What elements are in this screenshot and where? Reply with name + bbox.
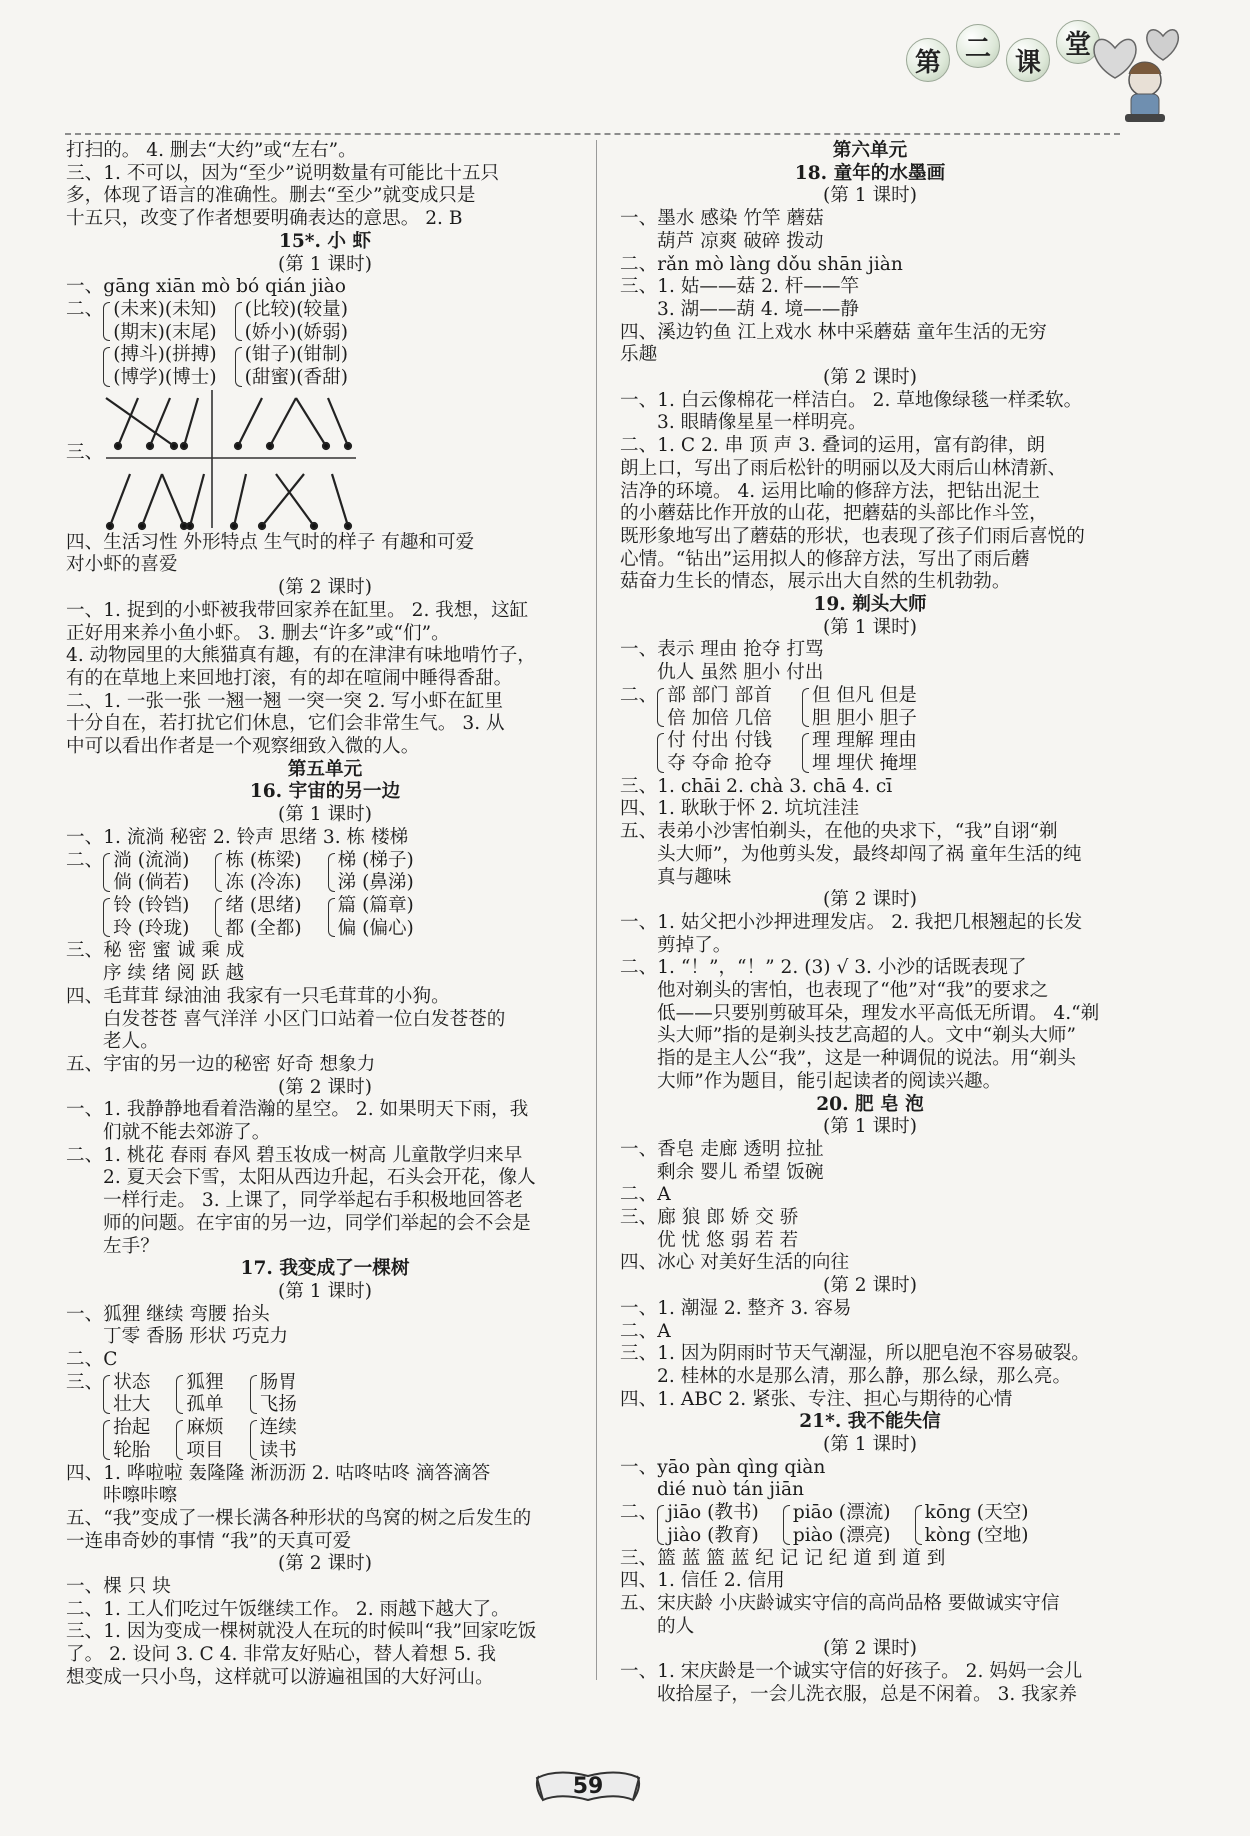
text-line: 指的是主人公“我”，这是一种调侃的说法。用“剃头: [657, 1048, 1076, 1070]
lesson-period: (第 1 课时): [823, 616, 917, 638]
text-line: 二、1. “！”，“！” 2. (3) √ 3. 小沙的话既表现了: [620, 957, 1027, 979]
text-line: 仇人 虽然 胆小 付出: [657, 662, 824, 684]
word-pair: 部 部门 部首 倍 加倍 几倍: [657, 685, 772, 730]
text-line: 四、溪边钓鱼 江上戏水 林中采蘑菇 童年生活的无穷: [620, 321, 1047, 343]
word-pair: 淌 (流淌) 倘 (倘若): [103, 850, 189, 895]
text-line: 4. 动物园里的大熊猫真有趣，有的在津津有味地啃竹子，: [66, 645, 536, 667]
text-line: 有的在草地上来回地打滚，有的却在喧闹中睡得香甜。: [66, 667, 513, 689]
text-line: 二、rǎn mò làng dǒu shān jiàn: [620, 253, 903, 275]
header-divider: [65, 133, 1120, 135]
unit-title: 第六单元: [832, 140, 908, 161]
lesson-period: (第 2 课时): [823, 889, 917, 911]
lesson-period: (第 1 课时): [823, 185, 917, 207]
word-pair: 麻烦 项目: [176, 1417, 223, 1462]
text-line: 二、1. C 2. 串 顶 声 3. 叠词的运用，富有韵律，朗: [620, 435, 1045, 457]
text-line: 三、1. 姑——菇 2. 杆——竿: [620, 276, 860, 298]
text-line: 二、1. 一张一张 一翘一翘 一突一突 2. 写小虾在缸里: [66, 690, 503, 712]
question-marker: 二、: [66, 298, 104, 320]
text-line: 低——只要别剪破耳朵，理发水平高低无所谓。 4.“剃: [657, 1002, 1100, 1024]
text-line: 一、狐狸 继续 弯腰 抬头: [66, 1303, 270, 1325]
brace-block: [103, 1372, 297, 1463]
text-line: 序 续 绪 阅 跃 越: [103, 963, 245, 985]
question-marker: 二、: [620, 684, 658, 706]
text-line: 四、毛茸茸 绿油油 我家有一只毛茸茸的小狗。: [66, 985, 450, 1007]
text-line: 优 忧 悠 弱 若 若: [657, 1229, 799, 1251]
brace-group: [66, 299, 584, 390]
brace-block: [103, 299, 348, 390]
matching-diagram: [66, 390, 584, 532]
text-line: 一、1. 潮湿 2. 整齐 3. 容易: [620, 1297, 852, 1319]
word-pair: 付 付出 付钱 夺 夺命 抢夺: [657, 730, 772, 775]
lesson-title: 17. 我变成了一棵树: [240, 1258, 410, 1280]
text-line: 五、宋庆龄 小庆龄诚实守信的高尚品格 要做诚实守信: [620, 1593, 1060, 1614]
text-line: 一、棵 只 块: [66, 1576, 171, 1598]
text-line: 一、香皂 走廊 透明 拉扯: [620, 1138, 824, 1160]
word-pair: 狐狸 孤单: [176, 1372, 223, 1417]
text-line: 对小虾的喜爱: [66, 554, 178, 576]
text-line: 一、墨水 感染 竹竿 蘑菇: [620, 208, 824, 230]
text-line: 十分自在，若打扰它们休息，它们会非常生气。 3. 从: [66, 713, 505, 735]
lesson-period: (第 2 课时): [823, 367, 917, 389]
text-line: 三、廊 狼 郎 娇 交 骄: [620, 1207, 799, 1229]
brace-block: [657, 1502, 1028, 1547]
brand-logo: [906, 29, 1100, 82]
right-column: [620, 140, 1120, 1707]
text-line: 二、A: [620, 1184, 671, 1206]
lesson-title: 20. 肥 皂 泡: [816, 1093, 924, 1115]
text-line: dié nuò tán jiān: [657, 1479, 805, 1501]
lesson-period: (第 2 课时): [823, 1275, 917, 1297]
text-line: 三、秘 密 蜜 诚 乘 成: [66, 940, 245, 962]
text-line: 多，体现了语言的准确性。删去“至少”就变成只是: [66, 185, 476, 207]
text-line: 既形象地写出了蘑菇的形状，也表现了孩子们雨后喜悦的: [620, 525, 1085, 547]
brand-char: 堂: [1056, 20, 1100, 64]
lesson-period: (第 2 课时): [278, 1076, 372, 1098]
text-line: 一、1. 流淌 秘密 2. 铃声 思绪 3. 栋 楼梯: [66, 826, 409, 848]
text-line: 中可以看出作者是一个观察细致入微的人。: [66, 736, 420, 758]
lesson-period: (第 1 课时): [278, 804, 372, 826]
brace-group: [66, 850, 584, 941]
brace-block: [657, 685, 917, 776]
text-line: 一、yāo pàn qìng qiàn: [620, 1456, 826, 1478]
text-line: 想变成一只小鸟，这样就可以游遍祖国的大好河山。: [66, 1666, 494, 1688]
lesson-title: 19. 剃头大师: [813, 594, 927, 616]
text-line: 朗上口，写出了雨后松针的明丽以及大雨后山林清新、: [620, 457, 1067, 479]
page-header: [0, 0, 1250, 140]
text-line: 剪掉了。: [657, 934, 732, 956]
word-pair: 篇 (篇章) 偏 (偏心): [328, 895, 414, 940]
lesson-period: (第 2 课时): [823, 1638, 917, 1660]
text-line: 四、1. 耿耿于怀 2. 坑坑洼洼: [620, 798, 860, 820]
text-line: 十五只，改变了作者想要明确表达的意思。 2. B: [66, 208, 463, 230]
text-line: 一、1. 白云像棉花一样洁白。 2. 草地像绿毯一样柔软。: [620, 389, 1083, 411]
text-line: 洁净的环境。 4. 运用比喻的修辞方法，把钻出泥土: [620, 480, 1041, 502]
word-pair: 栋 (栋梁) 冻 (冷冻): [215, 850, 301, 895]
text-line: 老人。: [103, 1031, 159, 1053]
text-line: 一、1. 我静静地看着浩瀚的星空。 2. 如果明天下雨，我: [66, 1099, 529, 1121]
question-marker: 二、: [620, 1502, 658, 1524]
text-line: 三、1. 因为变成一棵树就没人在玩的时候叫“我”回家吃饭: [66, 1621, 537, 1643]
lesson-period: (第 2 课时): [278, 577, 372, 599]
text-line: 五、宇宙的另一边的秘密 好奇 想象力: [66, 1053, 376, 1075]
word-pair: (比较)(较量) (娇小)(娇弱): [235, 299, 348, 344]
text-line: 三、1. 不可以，因为“至少”说明数量有可能比十五只: [66, 162, 500, 184]
word-pair: 梯 (梯子) 涕 (鼻涕): [328, 850, 414, 895]
text-line: 四、生活习性 外形特点 生气时的样子 有趣和可爱: [66, 531, 475, 553]
column-divider: [596, 140, 597, 1680]
text-line: 左手？: [103, 1235, 159, 1257]
text-line: 3. 眼睛像星星一样明亮。: [657, 412, 867, 434]
text-line: 白发苍苍 喜气洋洋 小区门口站着一位白发苍苍的: [103, 1008, 506, 1030]
page-number-banner: [533, 1766, 643, 1806]
text-line: 大师”作为题目，能引起读者的阅读兴趣。: [657, 1070, 1002, 1092]
text-line: 的人: [657, 1615, 695, 1637]
lesson-period: (第 1 课时): [823, 1434, 917, 1456]
text-line: 二、1. 桃花 春雨 春风 碧玉妆成一树高 儿童散学归来早: [66, 1144, 523, 1166]
lesson-title: 18. 童年的水墨画: [794, 162, 946, 184]
text-line: 菇奋力生长的情态，展示出大自然的生机勃勃。: [620, 571, 1011, 593]
word-pair: (钳子)(钳制) (甜蜜)(香甜): [235, 344, 348, 389]
page-number: 59: [572, 1773, 604, 1799]
text-line: 四、冰心 对美好生活的向往: [620, 1252, 850, 1274]
text-line: 一、表示 理由 抢夺 打骂: [620, 639, 824, 661]
text-line: 三、1. 因为阴雨时节天气潮湿，所以肥皂泡不容易破裂。: [620, 1343, 1090, 1365]
lesson-period: (第 2 课时): [278, 1553, 372, 1575]
mascot-icon: [1085, 18, 1195, 128]
brace-group: [66, 1372, 584, 1463]
question-marker: 二、: [66, 849, 104, 871]
text-line: 四、1. ABC 2. 紧张、专注、担心与期待的心情: [620, 1388, 1013, 1410]
left-column: [66, 140, 584, 1690]
word-pair: 肠胃 飞扬: [250, 1372, 297, 1417]
word-pair: 抬起 轮胎: [103, 1417, 150, 1462]
text-line: 咔嚓咔嚓: [103, 1485, 178, 1507]
question-marker: 三、: [66, 441, 104, 463]
word-pair: 状态 壮大: [103, 1372, 150, 1417]
unit-title: 第五单元: [287, 758, 363, 780]
text-line: 他对剃头的害怕，也表现了“他”对“我”的要求之: [657, 980, 1049, 1002]
word-pair: 连续 读书: [250, 1417, 297, 1462]
matching-lines: [66, 390, 584, 532]
text-line: 们就不能去郊游了。: [103, 1122, 271, 1144]
text-line: 二、1. 工人们吃过午饭继续工作。 2. 雨越下越大了。: [66, 1598, 510, 1620]
word-pair: 绪 (思绪) 都 (全都): [215, 895, 301, 940]
text-line: 丁零 香肠 形状 巧克力: [103, 1326, 289, 1348]
text-line: 二、C: [66, 1349, 118, 1371]
lesson-period: (第 1 课时): [278, 253, 372, 275]
brace-group: [620, 685, 1120, 776]
lesson-period: (第 1 课时): [823, 1116, 917, 1138]
lesson-title: 16. 宇宙的另一边: [249, 781, 401, 803]
text-line: 四、1. 哗啦啦 轰隆隆 淅沥沥 2. 咕咚咕咚 滴答滴答: [66, 1462, 491, 1484]
text-line: 二、A: [620, 1320, 671, 1342]
text-line: 头大师”指的是剃头技艺高超的人。文中“剃头大师”: [657, 1025, 1076, 1047]
brand-char: 二: [956, 24, 1000, 68]
word-pair: piāo (漂流) piào (漂亮): [783, 1502, 891, 1547]
text-line: 头大师”，为他剪头发，最终却闯了祸 童年生活的纯: [657, 843, 1082, 865]
text-line: 打扫的。 4. 删去“大约”或“左右”。: [66, 140, 357, 161]
text-line: 真与趣味: [657, 866, 732, 888]
lesson-title: 15*. 小 虾: [278, 230, 372, 252]
text-line: 一、1. 宋庆龄是一个诚实守信的好孩子。 2. 妈妈一会儿: [620, 1661, 1083, 1683]
text-line: 四、1. 信任 2. 信用: [620, 1570, 785, 1592]
text-line: 三、1. chāi 2. chà 3. chā 4. cī: [620, 775, 893, 797]
word-pair: (搏斗)(拼搏) (博学)(博士): [103, 344, 216, 389]
text-line: 师的问题。在宇宙的另一边，同学们举起的会不会是: [103, 1212, 531, 1234]
lesson-period: (第 1 课时): [278, 1280, 372, 1302]
text-line: 3. 湖——葫 4. 境——静: [657, 298, 859, 320]
brand-char: 课: [1006, 38, 1050, 82]
text-line: 2. 桂林的水是那么清，那么静，那么绿，那么亮。: [657, 1365, 1072, 1387]
word-pair: 铃 (铃铛) 玲 (玲珑): [103, 895, 189, 940]
text-line: 剩余 婴儿 希望 饭碗: [657, 1161, 824, 1183]
word-pair: 但 但凡 但是 胆 胆小 胆子: [802, 685, 917, 730]
brace-group: [620, 1502, 1120, 1547]
word-pair: 理 理解 理由 埋 埋伏 掩埋: [802, 730, 917, 775]
text-line: 一样行走。 3. 上课了，同学举起右手积极地回答老: [103, 1190, 524, 1212]
word-pair: kōng (天空) kòng (空地): [915, 1502, 1029, 1547]
text-line: 心情。“钻出”运用拟人的修辞方法，写出了雨后蘑: [620, 548, 1030, 570]
text-line: 五、表弟小沙害怕剃头，在他的央求下，“我”自诩“剃: [620, 821, 1058, 843]
text-line: 一、gāng xiān mò bó qián jiào: [66, 276, 346, 298]
question-marker: 三、: [66, 1371, 104, 1393]
text-line: 收拾屋子，一会儿洗衣服，总是不闲着。 3. 我家养: [657, 1683, 1078, 1705]
text-line: 葫芦 凉爽 破碎 拨动: [657, 230, 824, 252]
brace-block: [103, 850, 414, 941]
word-pair: (未来)(未知) (期末)(末尾): [103, 299, 216, 344]
text-line: 正好用来养小鱼小虾。 3. 删去“许多”或“们”。: [66, 622, 450, 644]
word-pair: jiāo (教书) jiào (教育): [657, 1502, 759, 1547]
text-line: 乐趣: [620, 344, 658, 366]
text-line: 的小蘑菇比作开放的山花，把蘑菇的头部比作斗笠，: [620, 503, 1048, 525]
lesson-title: 21*. 我不能失信: [799, 1411, 941, 1433]
text-line: 了。 2. 设问 3. C 4. 非常友好贴心，替人着想 5. 我: [66, 1644, 496, 1666]
brand-char: 第: [906, 38, 950, 82]
text-line: 三、篮 蓝 篮 蓝 纪 记 记 纪 道 到 道 到: [620, 1547, 946, 1569]
text-line: 一、1. 捉到的小虾被我带回家养在缸里。 2. 我想，这缸: [66, 599, 529, 621]
text-line: 一连串奇妙的事情 “我”的天真可爱: [66, 1530, 352, 1552]
text-line: 五、“我”变成了一棵长满各种形状的鸟窝的树之后发生的: [66, 1507, 532, 1529]
text-line: 一、1. 姑父把小沙押进理发店。 2. 我把几根翘起的长发: [620, 911, 1083, 933]
text-line: 2. 夏天会下雪，太阳从西边升起，石头会开花，像人: [103, 1167, 536, 1189]
